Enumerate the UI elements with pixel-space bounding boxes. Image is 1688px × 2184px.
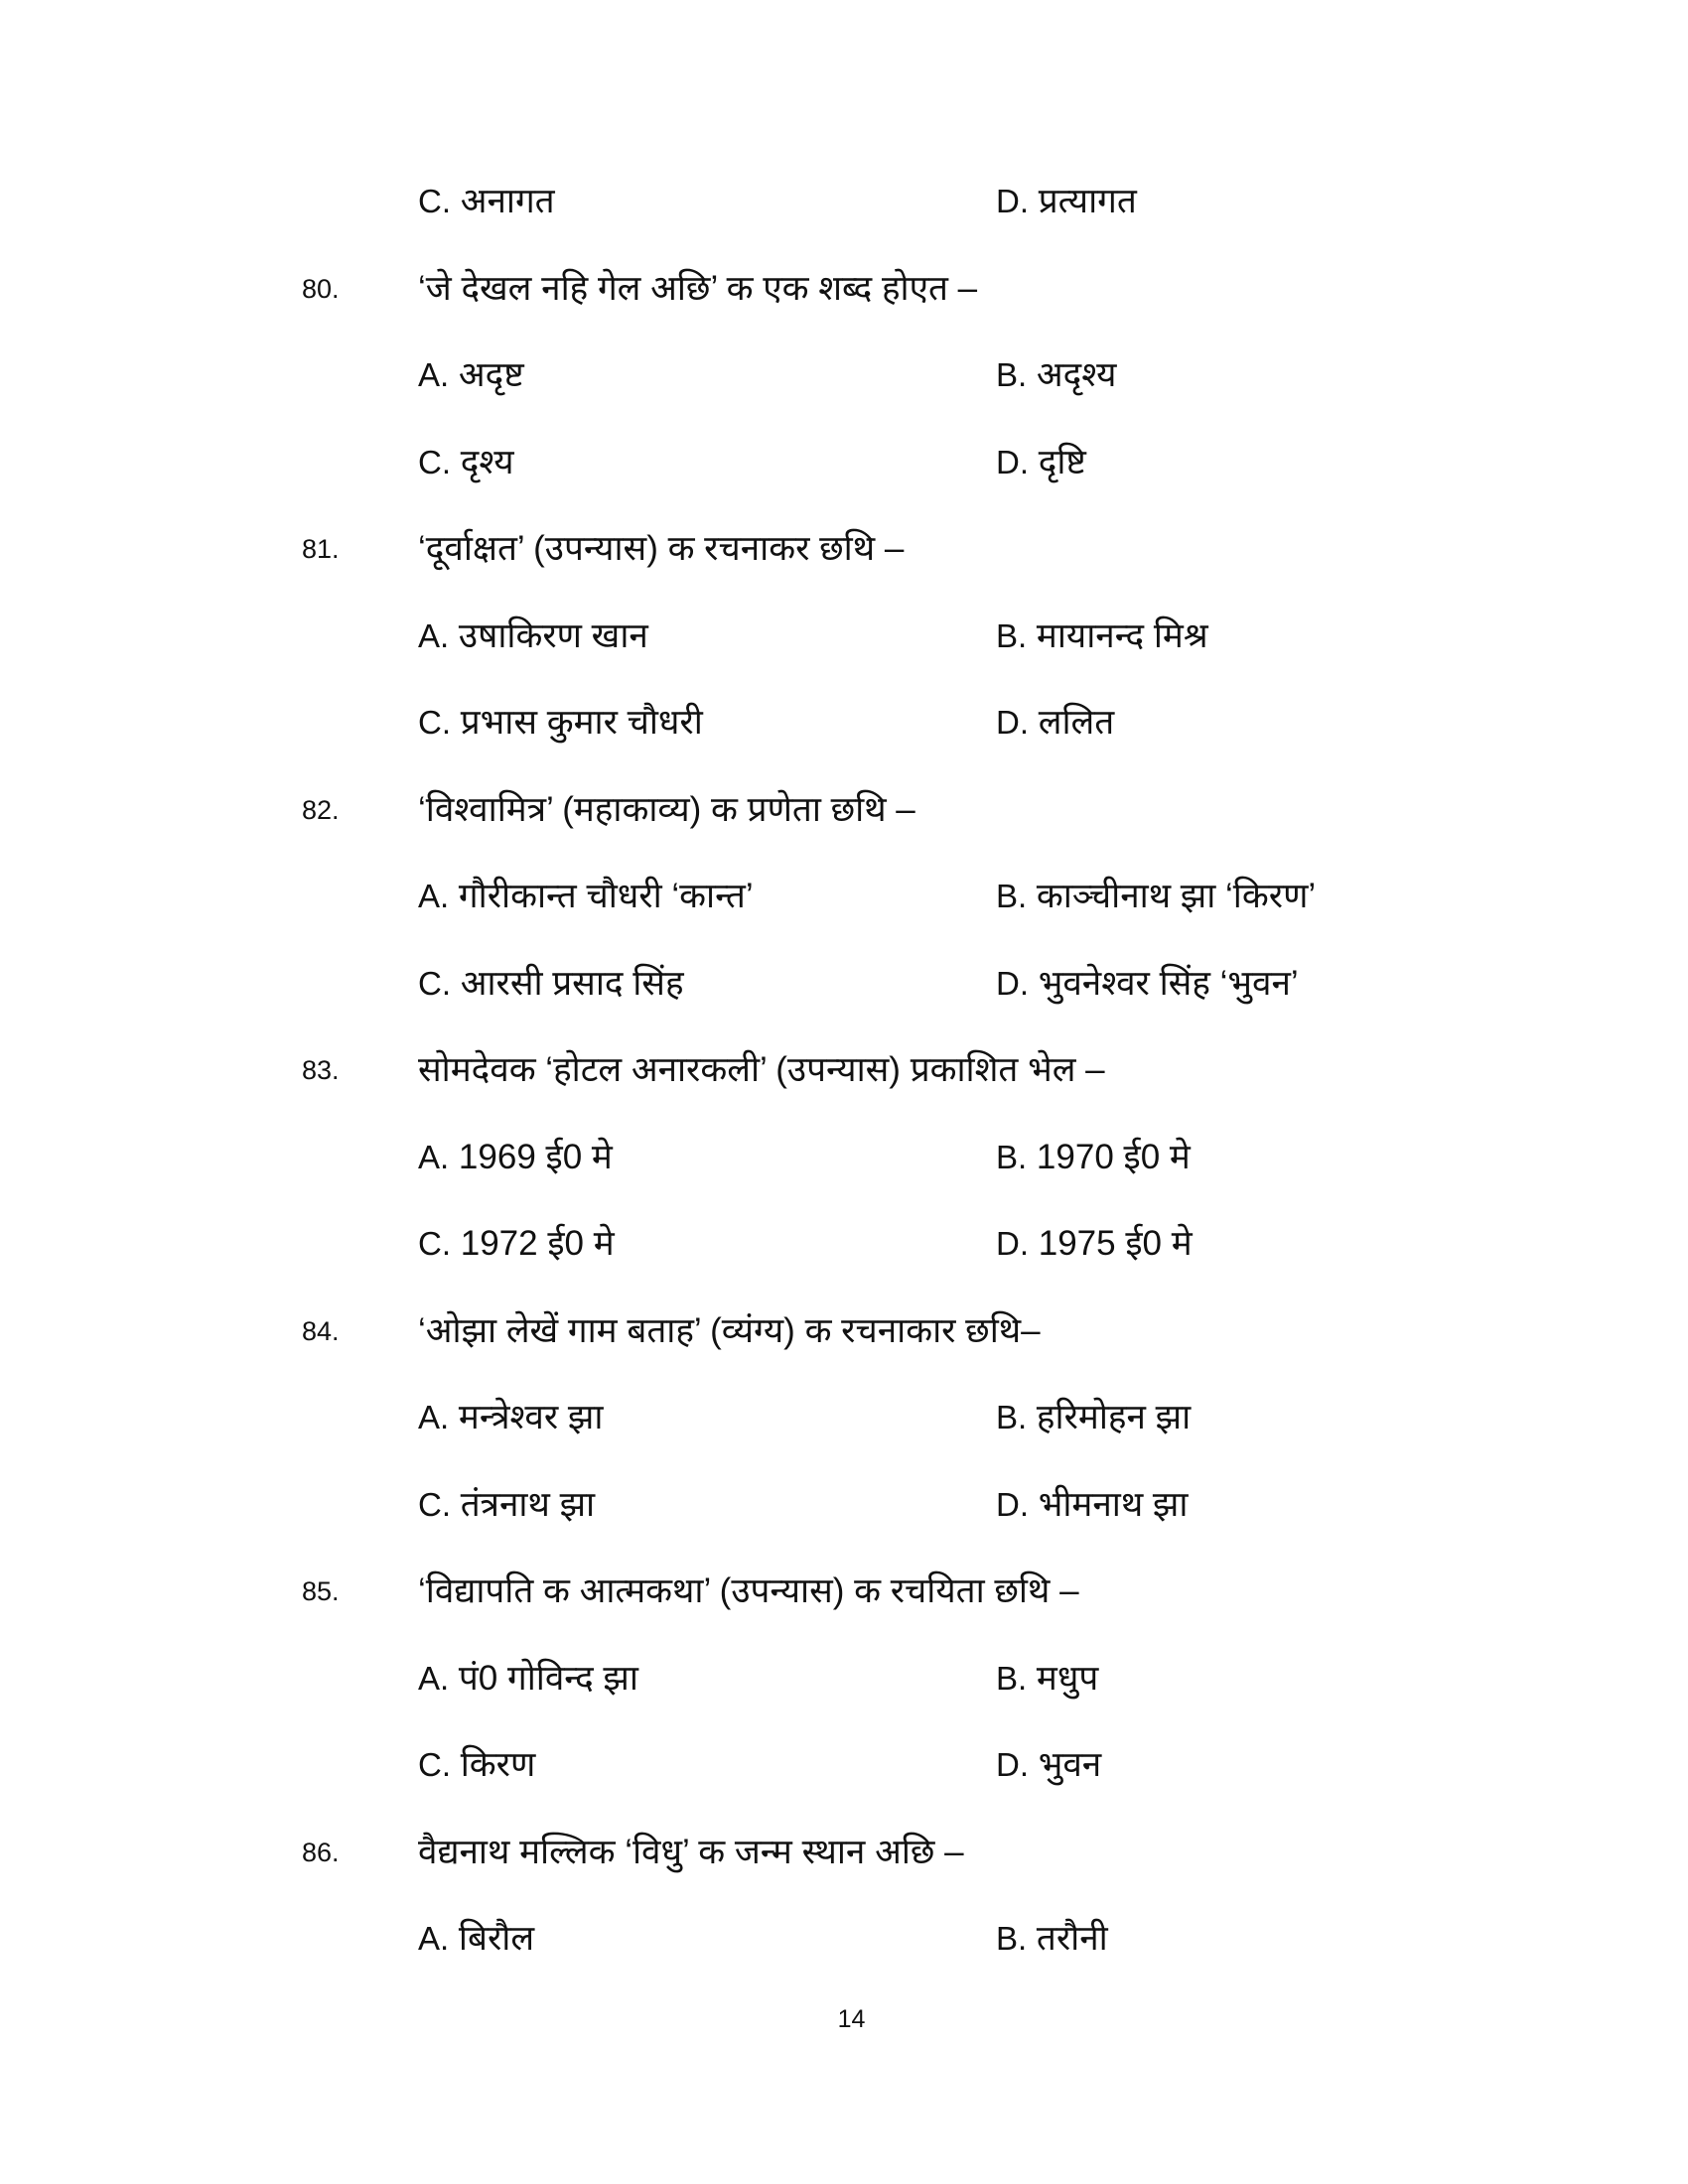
- options-row: [0, 684, 1688, 771]
- option-text: प्रभास कुमार चौधरी: [460, 703, 703, 742]
- question-text: ‘जे देखल नहि गेल अछि’ क एक शब्द होएत –: [418, 268, 978, 308]
- option-d: [996, 959, 1299, 1006]
- option-label: D.: [996, 1225, 1029, 1262]
- option-c: [418, 698, 703, 745]
- option-label: C.: [418, 443, 451, 480]
- option-label: A.: [418, 878, 450, 914]
- option-a: [418, 1393, 603, 1439]
- option-label: D.: [996, 183, 1029, 219]
- option-a: [418, 872, 754, 918]
- option-label: A.: [418, 1920, 450, 1957]
- option-text: पं0 गोविन्द झा: [458, 1658, 638, 1698]
- question-number: 84.: [302, 1315, 340, 1346]
- question-text: ‘विश्वामित्र’ (महाकाव्य) क प्रणेता छथि –: [418, 789, 915, 829]
- option-b: [996, 1133, 1191, 1179]
- option-text: दृष्टि: [1038, 442, 1086, 481]
- option-text: भुवनेश्वर सिंह ‘भुवन’: [1038, 963, 1299, 1003]
- option-label: D.: [996, 964, 1029, 1002]
- options-row: [0, 1640, 1688, 1727]
- option-label: A.: [418, 356, 450, 393]
- option-label: B.: [996, 1659, 1028, 1697]
- option-text: मधुप: [1036, 1658, 1099, 1698]
- option-c: [418, 1219, 615, 1266]
- option-label: C.: [418, 183, 451, 219]
- option-text: ललित: [1038, 703, 1115, 742]
- option-label: C.: [418, 964, 451, 1002]
- question-row: [0, 771, 1688, 859]
- option-text: दृश्य: [460, 442, 514, 481]
- option-label: B.: [996, 1138, 1028, 1175]
- option-d: [996, 177, 1137, 223]
- option-text: तरौनी: [1036, 1919, 1108, 1958]
- option-label: C.: [418, 1225, 451, 1262]
- question-list: [0, 163, 1688, 1987]
- option-d: [996, 1740, 1101, 1787]
- option-label: B.: [996, 616, 1028, 654]
- options-row: [0, 424, 1688, 511]
- option-text: उषाकिरण खान: [458, 615, 648, 655]
- option-c: [418, 438, 514, 484]
- option-b: [996, 1914, 1108, 1961]
- option-c: [418, 177, 555, 223]
- option-a: [418, 1654, 638, 1701]
- option-label: C.: [418, 704, 451, 741]
- options-row: [0, 1119, 1688, 1206]
- option-label: D.: [996, 443, 1029, 480]
- question-row: [0, 510, 1688, 598]
- question-number: 85.: [302, 1576, 340, 1606]
- option-a: [418, 1914, 534, 1961]
- option-text: मायानन्द मिश्र: [1036, 615, 1208, 655]
- question-text: सोमदेवक ‘होटल अनारकली’ (उपन्यास) प्रकाशित भेल –: [418, 1050, 1105, 1089]
- option-a: [418, 612, 648, 658]
- option-b: [996, 1654, 1098, 1701]
- option-text: हरिमोहन झा: [1036, 1398, 1192, 1436]
- option-d: [996, 438, 1086, 484]
- option-c: [418, 1480, 595, 1527]
- question-text: ‘विद्यापति क आत्मकथा’ (उपन्यास) क रचयिता छथि –: [418, 1571, 1079, 1610]
- option-text: तंत्रनाथ झा: [460, 1484, 596, 1524]
- question-row: [0, 1031, 1688, 1119]
- question-row: [0, 250, 1688, 338]
- options-row: [0, 1900, 1688, 1987]
- option-text: 1970 ई0 मे: [1036, 1137, 1191, 1176]
- option-text: गौरीकान्त चौधरी ‘कान्त’: [458, 877, 754, 915]
- option-text: प्रत्यागत: [1038, 182, 1137, 220]
- option-b: [996, 872, 1316, 918]
- question-row: [0, 1553, 1688, 1640]
- question-number: 80.: [302, 273, 340, 304]
- options-row: [0, 598, 1688, 685]
- option-c: [418, 1740, 535, 1787]
- options-row: [0, 858, 1688, 945]
- question-text: ‘दूर्वाक्षत’ (उपन्यास) क रचनाकर छथि –: [418, 529, 905, 568]
- question-row: [0, 1814, 1688, 1901]
- question-number: 82.: [302, 794, 340, 825]
- option-text: 1972 ई0 मे: [460, 1224, 615, 1263]
- question-number: 86.: [302, 1837, 340, 1867]
- option-label: D.: [996, 704, 1029, 741]
- option-text: भीमनाथ झा: [1038, 1484, 1189, 1524]
- option-text: बिरौल: [458, 1919, 535, 1958]
- option-label: B.: [996, 356, 1028, 393]
- question-number: 83.: [302, 1055, 340, 1085]
- option-text: काञ्चीनाथ झा ‘किरण’: [1036, 877, 1317, 915]
- option-label: A.: [418, 1138, 450, 1175]
- option-label: A.: [418, 616, 450, 654]
- option-label: D.: [996, 1746, 1029, 1783]
- option-a: [418, 1133, 613, 1179]
- option-text: किरण: [460, 1745, 536, 1784]
- option-b: [996, 350, 1116, 397]
- option-label: D.: [996, 1485, 1029, 1523]
- options-row: [0, 163, 1688, 250]
- options-row: [0, 1205, 1688, 1293]
- option-d: [996, 1480, 1188, 1527]
- question-row: [0, 1293, 1688, 1380]
- option-label: C.: [418, 1746, 451, 1783]
- options-row: [0, 1466, 1688, 1554]
- options-row: [0, 1726, 1688, 1814]
- page-number: 14: [837, 2005, 866, 2033]
- option-text: अदृश्य: [1036, 355, 1117, 394]
- option-label: B.: [996, 1920, 1028, 1957]
- option-text: अदृष्ट: [458, 355, 524, 394]
- option-text: 1969 ई0 मे: [458, 1137, 613, 1176]
- option-label: A.: [418, 1399, 450, 1435]
- option-a: [418, 350, 524, 397]
- option-text: भुवन: [1038, 1745, 1102, 1784]
- option-label: A.: [418, 1659, 450, 1697]
- option-label: C.: [418, 1485, 451, 1523]
- question-text: वैद्यनाथ मल्लिक ‘विधु’ क जन्म स्थान अछि –: [418, 1832, 964, 1871]
- option-text: मन्त्रेश्वर झा: [458, 1398, 604, 1436]
- option-d: [996, 698, 1114, 745]
- option-label: B.: [996, 1399, 1028, 1435]
- option-text: 1975 ई0 मे: [1038, 1224, 1193, 1263]
- options-row: [0, 1379, 1688, 1466]
- option-c: [418, 959, 684, 1006]
- question-number: 81.: [302, 534, 340, 564]
- option-d: [996, 1219, 1193, 1266]
- options-row: [0, 945, 1688, 1032]
- option-b: [996, 1393, 1191, 1439]
- options-row: [0, 337, 1688, 424]
- question-text: ‘ओझा लेखें गाम बताह’ (व्यंग्य) क रचनाकार छथि–: [418, 1310, 1041, 1350]
- option-text: अनागत: [460, 182, 555, 220]
- option-label: B.: [996, 878, 1028, 914]
- option-b: [996, 612, 1208, 658]
- option-text: आरसी प्रसाद सिंह: [460, 963, 684, 1003]
